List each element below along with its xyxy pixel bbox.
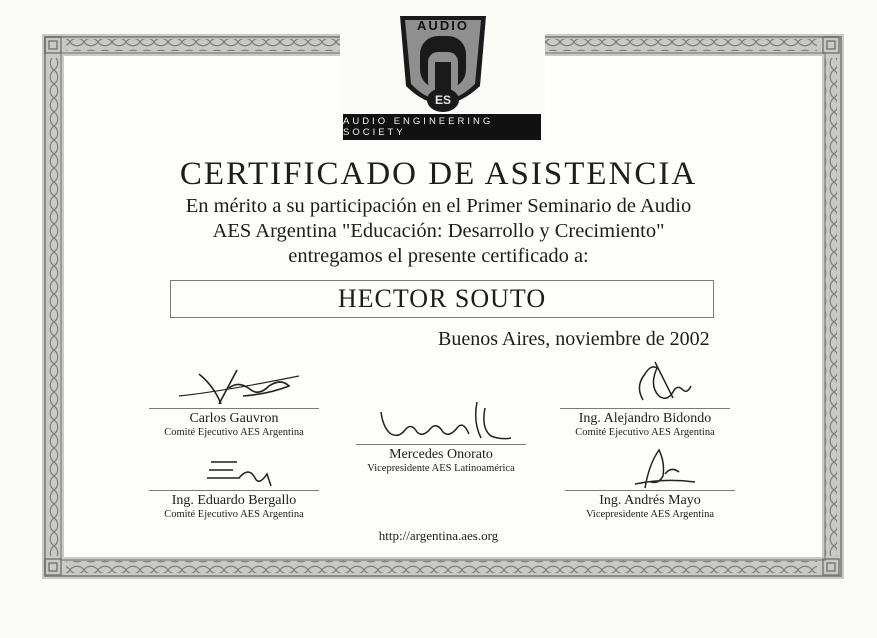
signatory-role: Vicepresidente AES Latinoamérica (367, 463, 515, 474)
signature-block-gauvron (114, 366, 354, 438)
handwritten-signature-icon (159, 366, 309, 408)
body-line-2: AES Argentina "Educación: Desarrollo y Crecimiento" (212, 220, 665, 242)
signature-line (356, 444, 526, 445)
handwritten-signature-icon (585, 356, 705, 408)
signatory-name: Ing. Alejandro Bidondo (578, 411, 712, 426)
signatory-role: Comité Ejecutivo AES Argentina (164, 509, 304, 520)
body-line-1: En mérito a su participación en el Primer Seminario de Audio (185, 195, 692, 217)
signature-block-bergallo (114, 456, 354, 520)
handwritten-signature-icon (575, 444, 725, 490)
logo-letter (410, 28, 476, 83)
signature-line (149, 408, 319, 409)
signatory-name: Carlos Gauvron (189, 411, 279, 426)
signature-block-mayo (530, 444, 770, 520)
handwritten-signature-icon (159, 456, 309, 490)
recipient-name: HECTOR SOUTO (337, 284, 547, 313)
logo-es-text: ES (434, 93, 451, 107)
signature-line (560, 408, 730, 409)
signature-line (149, 490, 319, 491)
signatory-role: Vicepresidente AES Argentina (585, 509, 715, 520)
logo-audio-text: AUDIO (417, 18, 469, 33)
certificate-title: CERTIFICADO DE ASISTENCIA (179, 156, 698, 192)
footer-url: http://argentina.aes.org (378, 528, 499, 543)
place-and-date: Buenos Aires, noviembre de 2002 (438, 328, 710, 350)
recipient-name-box (170, 280, 714, 318)
signature-line (565, 490, 735, 491)
signatory-role: Comité Ejecutivo AES Argentina (164, 427, 304, 438)
signature-block-bidondo (525, 356, 765, 438)
signatory-name: Mercedes Onorato (389, 447, 493, 462)
body-line-3: entregamos el presente certificado a: (288, 245, 589, 267)
handwritten-signature-icon (361, 398, 521, 444)
signatory-role: Comité Ejecutivo AES Argentina (575, 427, 715, 438)
signatory-name: Ing. Eduardo Bergallo (171, 493, 297, 508)
signatory-name: Ing. Andrés Mayo (599, 493, 701, 508)
logo-banner: AUDIO ENGINEERING SOCIETY (343, 114, 541, 140)
